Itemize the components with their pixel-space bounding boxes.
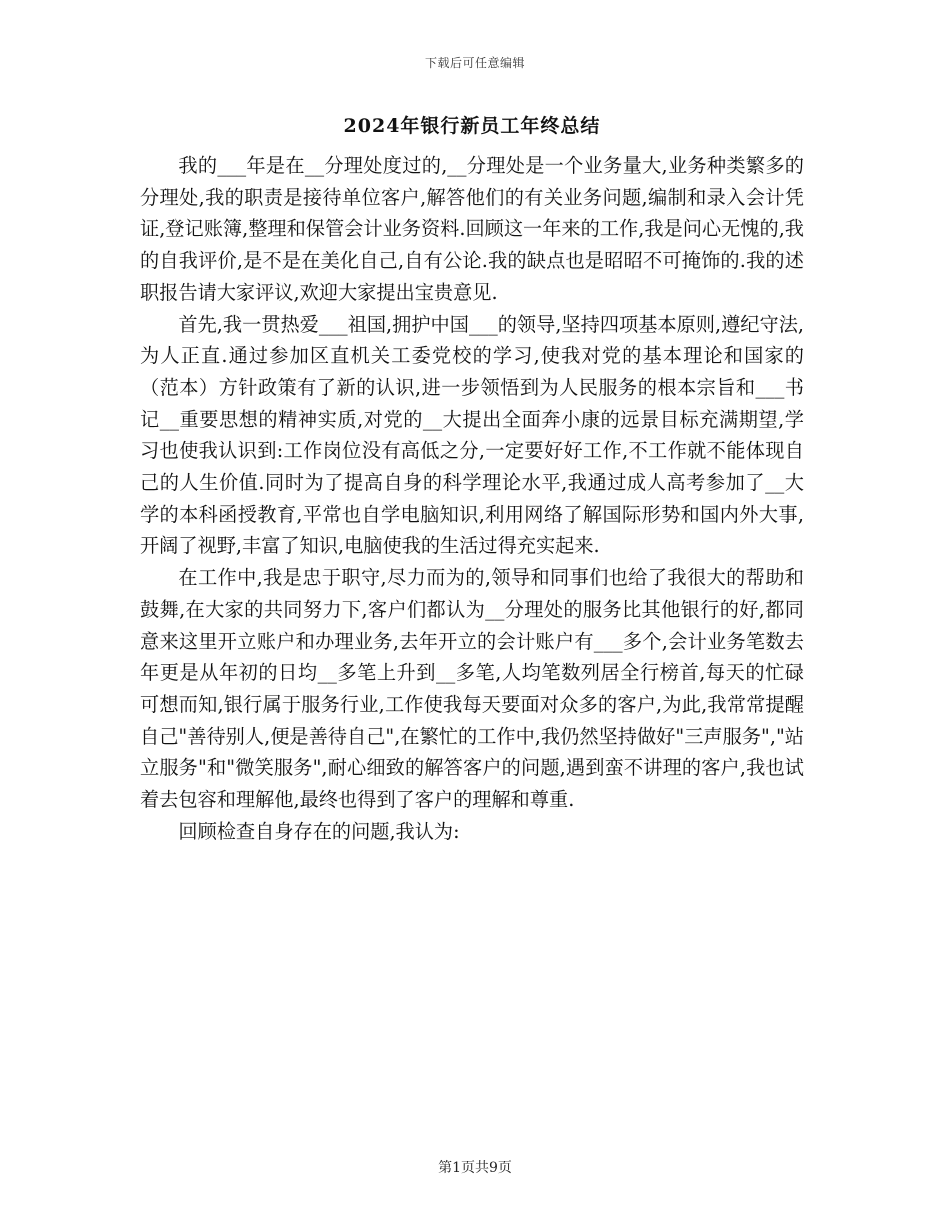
document-title: 2024年银行新员工年终总结 xyxy=(343,115,601,137)
paragraph-self-review: 回顾检查自身存在的问题,我认为: xyxy=(178,819,460,843)
paragraph-political-study: 首先,我一贯热爱___祖国,拥护中国___的领导,坚持四项基本原则,遵纪守法,为人正直.通过参加区直机关工委党校的学习,使我对党的基本理论和国家的（范本）方针政策有了新的认识,进一步领悟到为人民服务的根本宗旨和___书记__重要思想的精神实质,对党的__大提出全面奔小康的远景目标充满期望,学习也使我认识到:工作岗位没有高低之分,一定要好好工作,不工作就不能体现自己的人生价值.同时为了提高自身的科学理论水平,我通过成人高考参加了__大学的本科函授教育,平常也自学电脑知识,利用网络了解国际形势和国内外大事,开阔了视野,丰富了知识,电脑使我的生活过得充实起来. xyxy=(140,312,804,558)
paragraph-intro: 我的___年是在__分理处度过的,__分理处是一个业务量大,业务种类繁多的分理处,我的职责是接待单位客户,解答他们的有关业务问题,编制和录入会计凭证,登记账簿,整理和保管会计业务资料.回顾这一年来的工作,我是问心无愧的,我的自我评价,是不是在美化自己,自有公论.我的缺点也是昭昭不可掩饰的.我的述职报告请大家评议,欢迎大家提出宝贵意见. xyxy=(140,154,804,304)
document-body xyxy=(140,110,804,847)
page-header: 下载后可任意编辑 xyxy=(424,56,525,70)
paragraph-work-performance: 在工作中,我是忠于职守,尽力而为的,领导和同事们也给了我很大的帮助和鼓舞,在大家的共同努力下,客户们都认为__分理处的服务比其他银行的好,都同意来这里开立账户和办理业务,去年开立的会计账户有___多个,会计业务笔数去年更是从年初的日均__多笔上升到__多笔,人均笔数列居全行榜首,每天的忙碌可想而知,银行属于服务行业,工作使我每天要面对众多的客户,为此,我常常提醒自己"善待别人,便是善待自己",在繁忙的工作中,我仍然坚持做好"三声服务","站立服务"和"微笑服务",耐心细致的解答客户的问题,遇到蛮不讲理的客户,我也试着去包容和理解他,最终也得到了客户的理解和尊重. xyxy=(140,566,804,812)
page-footer: 第1页共9页 xyxy=(438,1160,512,1176)
